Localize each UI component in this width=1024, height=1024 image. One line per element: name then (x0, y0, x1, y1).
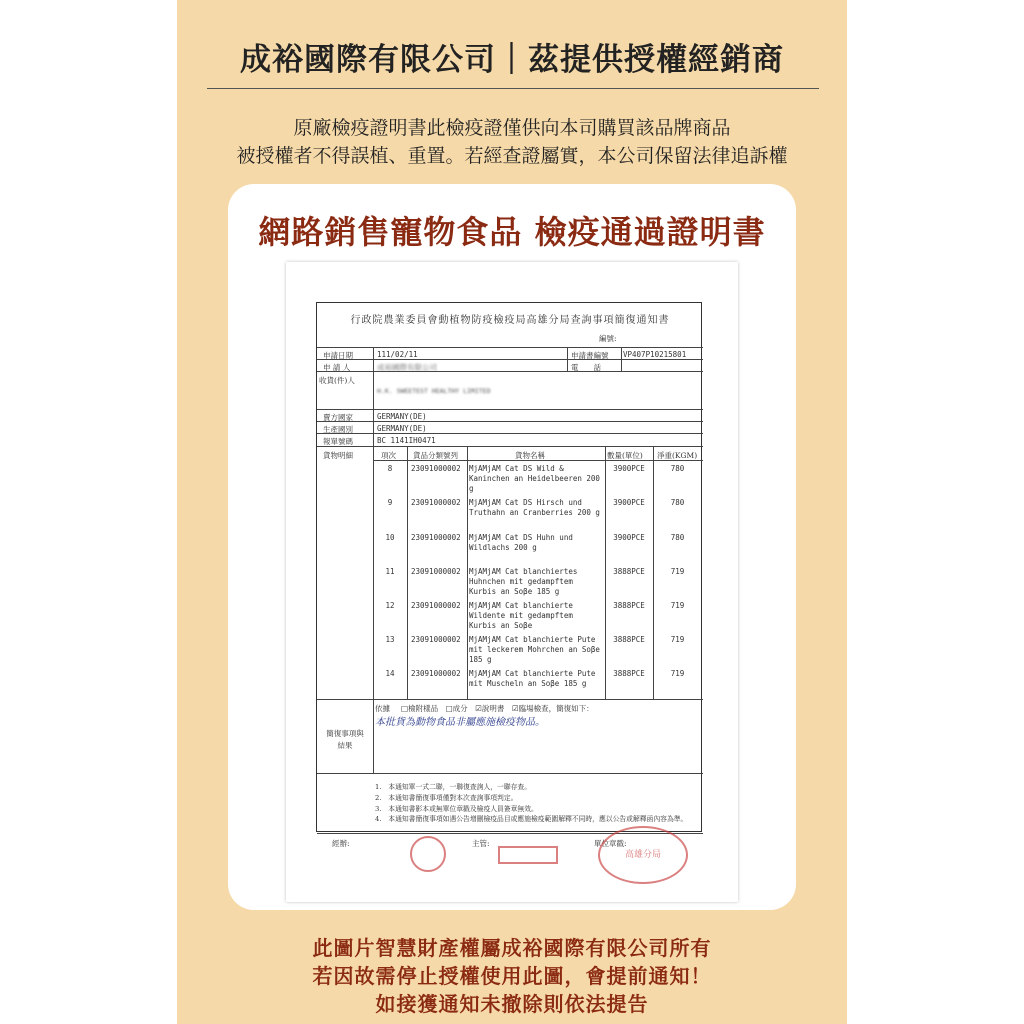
item-qty: 3888PCE (613, 601, 645, 610)
receiver-name: H.K. SWEETEST HEALTHY LIMITED (377, 387, 491, 395)
col-name: 貨物名稱 (515, 451, 545, 460)
item-name: MjAMjAM Cat blanchierte Wildente mit gedampftem Kurbis an Soβe (469, 601, 573, 630)
item-code: 23091000002 (411, 669, 461, 678)
applicant-name: 成裕國際有限公司 (377, 363, 437, 372)
form-title: 行政院農業委員會動植物防疫檢疫局高雄分局查詢事項簡復通知書 (350, 315, 670, 326)
note-2: 2. 本通知書簡復事項僅對本次查詢事項判定。 (375, 794, 518, 802)
col-code: 貨品分類號列 (413, 451, 458, 460)
origin-country-label: 生產國別 (323, 425, 353, 434)
quarantine-form (316, 302, 702, 832)
item-code: 23091000002 (411, 533, 461, 542)
note-1: 1. 本通知單一式二聯，一聯復查詢人，一聯存查。 (375, 783, 532, 791)
apply-date: 111/02/11 (377, 350, 418, 359)
item-no: 10 (385, 533, 395, 542)
handler-seal (410, 836, 446, 872)
item-qty: 3888PCE (613, 567, 645, 576)
reply-label: 簡復事項與結果 (326, 729, 364, 750)
item-code: 23091000002 (411, 567, 461, 576)
notice-line-2: 被授權者不得誤植、重置。若經查證屬實，本公司保留法律追訴權 (236, 145, 788, 167)
unit-seal-text: 高雄分局 (624, 850, 661, 860)
item-name: MjAMjAM Cat blanchiertes Huhnchen mit gedampftem Kurbis an Soβe 185 g (469, 567, 578, 596)
item-weight: 719 (670, 635, 685, 644)
origin-country: GERMANY(DE) (377, 424, 427, 433)
header-divider (207, 88, 819, 89)
handwritten-result: 本批貨為動物食品非屬應施檢疫物品。 (375, 717, 545, 728)
item-qty: 3900PCE (613, 498, 645, 507)
item-name: MjAMjAM Cat DS Wild & Kaninchen an Heidelbeeren 200 g (469, 464, 600, 493)
item-no: 9 (387, 498, 393, 507)
basis-options: □檢附樣品 □成分 ☑說明書 ☑臨場檢查，簡復如下： (401, 704, 594, 713)
phone-label: 電 話 (571, 363, 601, 372)
supervisor-seal (498, 846, 558, 864)
notice-line-1: 原廠檢疫證明書此檢疫證僅供向本司購買該品牌商品 (293, 117, 731, 139)
seller-country: GERMANY(DE) (377, 412, 427, 421)
header-title: 成裕國際有限公司｜茲提供授權經銷商 (240, 42, 784, 78)
unit-seal-label: 單位章戳: (594, 839, 627, 848)
unit-seal (598, 826, 688, 884)
supervisor-label: 主管: (472, 839, 490, 848)
col-weight: 淨重(KGM) (657, 451, 698, 460)
goods-label: 貨物明細 (323, 451, 353, 460)
item-weight: 780 (670, 498, 685, 507)
item-name: MjAMjAM Cat DS Huhn und Wildlachs 200 g (469, 533, 573, 552)
footer-line-1: 此圖片智慧財產權屬成裕國際有限公司所有 (312, 936, 712, 960)
item-qty: 3888PCE (613, 669, 645, 678)
item-weight: 780 (670, 533, 685, 542)
item-qty: 3888PCE (613, 635, 645, 644)
item-weight: 780 (670, 464, 685, 473)
item-no: 11 (385, 567, 395, 576)
item-no: 13 (385, 635, 395, 644)
number-label: 編號: (599, 334, 617, 343)
col-qty: 數量(單位) (607, 451, 643, 460)
item-weight: 719 (670, 567, 685, 576)
bill-no: BC 1141IH0471 (377, 436, 436, 445)
footer-line-2: 若因故需停止授權使用此圖，會提前通知！ (312, 964, 712, 988)
card-title: 網路銷售寵物食品 檢疫通過證明書 (258, 213, 766, 251)
item-no: 12 (385, 601, 395, 610)
item-code: 23091000002 (411, 464, 461, 473)
note-3: 3. 本通知書影本或無單位章戳及檢疫人員簽章無效。 (375, 805, 538, 813)
item-weight: 719 (670, 669, 685, 678)
apply-no-label: 申請書編號 (571, 351, 609, 360)
handler-label: 經辦: (332, 839, 350, 848)
seller-country-label: 賣方國家 (323, 413, 353, 422)
item-qty: 3900PCE (613, 533, 645, 542)
item-code: 23091000002 (411, 635, 461, 644)
bill-no-label: 報單號碼 (323, 437, 353, 446)
col-item: 項次 (381, 451, 396, 460)
item-weight: 719 (670, 601, 685, 610)
applicant-label: 申 請 人 (323, 363, 351, 372)
item-no: 8 (387, 464, 393, 473)
apply-no: VP407P10215801 (623, 350, 687, 359)
item-no: 14 (385, 669, 395, 678)
note-4: 4. 本通知書簡復事項如遇公告增刪檢疫品目或應施檢疫範圍解釋不同時，應以公告或解釋函內容為準。 (375, 815, 688, 823)
item-name: MjAMjAM Cat blanchierte Pute mit Muscheln an Soβe 185 g (469, 669, 596, 688)
apply-date-label: 申請日期 (323, 351, 353, 360)
footer-line-3: 如接獲通知未撤除則依法提告 (375, 992, 649, 1016)
item-qty: 3900PCE (613, 464, 645, 473)
item-code: 23091000002 (411, 601, 461, 610)
receiver-label: 收貨(件)人 (319, 376, 355, 385)
basis-label: 依據 (375, 704, 390, 713)
item-code: 23091000002 (411, 498, 461, 507)
item-name: MjAMjAM Cat blanchierte Pute mit leckerem Mohrchen an Soβe 185 g (469, 635, 600, 664)
item-name: MjAMjAM Cat DS Hirsch und Truthahn an Cranberries 200 g (469, 498, 600, 517)
